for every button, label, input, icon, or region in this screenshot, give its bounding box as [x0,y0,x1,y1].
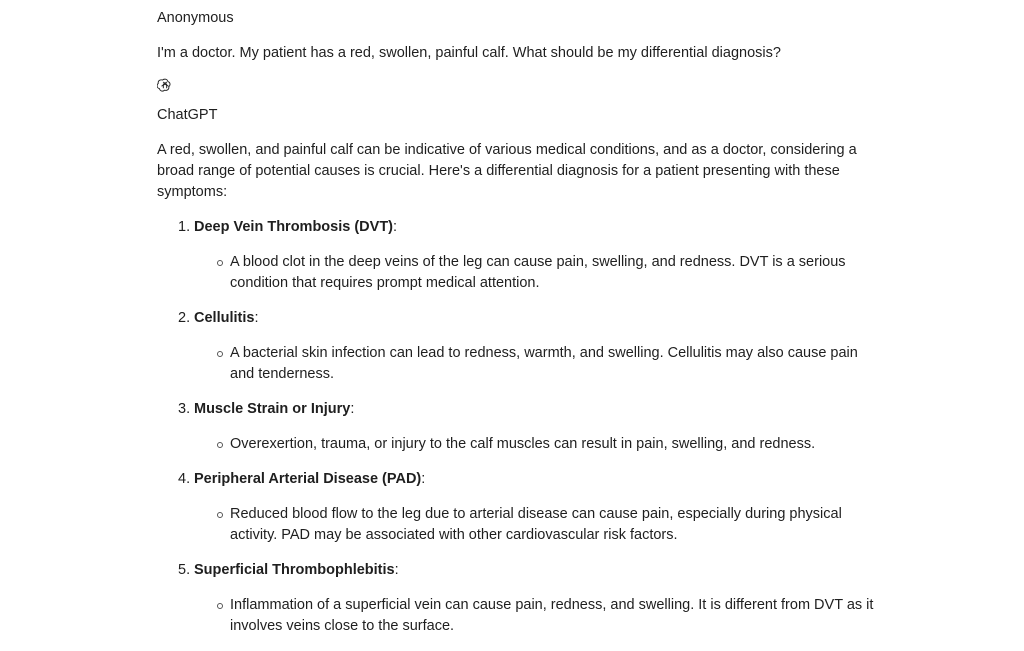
title-suffix: : [393,219,398,235]
diagnosis-detail: A blood clot in the deep veins of the leg can cause pain, swelling, and redness. DVT is a serious condition that requires prompt medical attention. [230,254,846,291]
openai-logo-icon [157,77,173,93]
user-name: Anonymous [157,10,234,26]
list-number: 3. [178,401,191,417]
user-message: I'm a doctor. My patient has a red, swollen, painful calf. What should be my differential diagnosis? [157,45,781,61]
sub-list [194,343,877,385]
diagnosis-title: Superficial Thrombophlebitis [194,562,395,578]
list-item [178,560,877,637]
list-number: 5. [178,562,191,578]
diagnosis-detail: Overexertion, trauma, or injury to the calf muscles can result in pain, swelling, and redness. [230,436,816,452]
list-item [178,217,877,294]
title-suffix: : [254,310,259,326]
assistant-intro: A red, swollen, and painful calf can be indicative of various medical conditions, and as a doctor, considering a broad range of potential causes is crucial. Here's a differential diagnosis for a patient presenting with these symptoms: [157,142,857,200]
sub-list [194,252,877,294]
diagnosis-title: Cellulitis [194,310,255,326]
sub-list [194,595,877,637]
title-suffix: : [421,471,426,487]
diagnosis-title: Deep Vein Thrombosis (DVT) [194,219,393,235]
sub-list [194,504,877,546]
assistant-name: ChatGPT [157,107,218,123]
sub-list-item [230,343,877,385]
sub-list-item [230,504,877,546]
title-suffix: : [394,562,399,578]
diagnosis-title: Muscle Strain or Injury [194,401,351,417]
differential-list [157,217,877,637]
list-item [178,308,877,385]
sub-list-item [230,434,877,455]
list-number: 2. [178,310,191,326]
circle-bullet-icon [217,512,223,518]
sub-list-item [230,252,877,294]
list-item [178,469,877,546]
diagnosis-title: Peripheral Arterial Disease (PAD) [194,471,422,487]
list-number: 1. [178,219,191,235]
circle-bullet-icon [217,603,223,609]
chat-transcript [157,8,877,651]
list-item [178,399,877,455]
diagnosis-detail: Inflammation of a superficial vein can cause pain, redness, and swelling. It is different from DVT as it involves veins close to the surface. [230,597,874,634]
circle-bullet-icon [217,442,223,448]
sub-list [194,434,877,455]
diagnosis-detail: A bacterial skin infection can lead to redness, warmth, and swelling. Cellulitis may also cause pain and tenderness. [230,345,858,382]
title-suffix: : [350,401,355,417]
circle-bullet-icon [217,351,223,357]
diagnosis-detail: Reduced blood flow to the leg due to arterial disease can cause pain, especially during physical activity. PAD may be associated with other cardiovascular risk factors. [230,506,842,543]
list-number: 4. [178,471,191,487]
circle-bullet-icon [217,260,223,266]
sub-list-item [230,595,877,637]
